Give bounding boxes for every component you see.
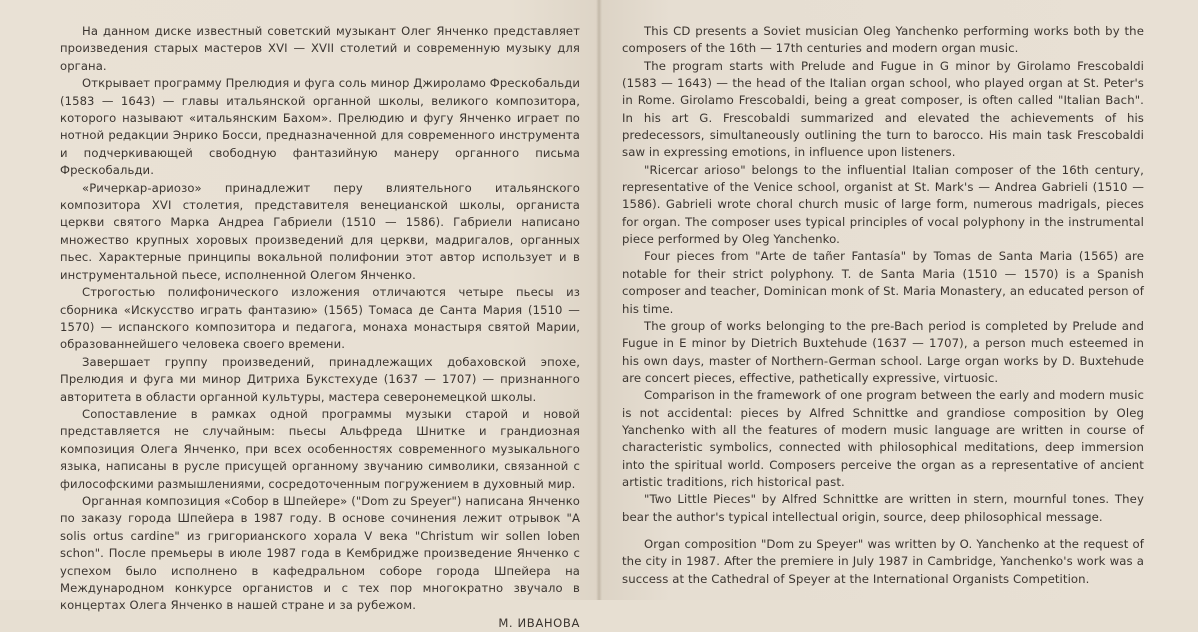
en-paragraph-intro: This CD presents a Soviet musician Oleg Yanchenko performing works both by the composers of the 16th — 17th centuries and modern organ music. — [622, 24, 1144, 56]
ru-paragraph-santa-maria: Строгостью полифонического изложения отличаются четыре пьесы из сборника «Искусство играть фантазию» (1565) Томаса де Санта Мария (1510 — 1570) — испанского композитора и педагога, монаха монастыря святой Марии, образованнейшего человека своего времени. — [60, 285, 580, 352]
ru-paragraph-intro: На данном диске известный советский музыкант Олег Янченко представляет произведения старых мастеров XVI — XVII столетий и современную музыку для органа. — [60, 24, 580, 73]
en-paragraph-gabrieli: "Ricercar arioso" belongs to the influential Italian composer of the 16th century, representative of the Venice school, organist at St. Mark's — Andrea Gabrieli (1510 — 1586). Gabrieli wrote choral church music of large form, numerous madrigals, pieces for organ. The composer uses typical principles of vocal polyphony in the instrumental piece performed by Oleg Yanchenko. — [622, 162, 1144, 247]
ru-paragraph-frescobaldi: Открывает программу Прелюдия и фуга соль минор Джироламо Фрескобальди (1583 — 1643) — главы итальянской органной школы, великого композитора, которого называют «итальянским Бахом». Прелюдию и фугу Янченко играет по нотной редакции Энрико Босси, предназначенной для современного инструмента и подчеркивающей свободную фантазийную манеру органного письма Фрескобальди. — [60, 76, 580, 178]
ru-paragraph-dom-zu-speyer: Органная композиция «Собор в Шпейере» ("Dom zu Speyer") написана Янченко по заказу города Шпейера в 1987 году. В основе сочинения лежит отрывок "A solis ortus cardine" из григорианского хорала V века "Christum wir sollen loben schon". После премьеры в июле 1987 года в Кембридже произведение Янченко с успехом было исполнено в кафедральном соборе города Шпейера на Международном конкурсе органистов и с тех пор многократно звучало в концертах Олега Янченко в нашей стране и за рубежом. — [60, 493, 580, 613]
en-paragraph-frescobaldi: The program starts with Prelude and Fugue in G minor by Girolamo Frescobaldi (1583 — 1643) — the head of the Italian organ school, who played organ at St. Peter's in Rome. Girolamo Frescobaldi, being a great composer, is often called "Italian Bach". In his art G. Frescobaldi summarized and elevated the achievements of his predecessors, simultaneously outlining the turn to barocco. His main task Frescobaldi saw in expressing emotions, in influence upon listeners. — [622, 58, 1144, 160]
en-paragraph-schnittke: "Two Little Pieces" by Alfred Schnittke are written in stern, mournful tones. They bear the author's typical intellectual origin, source, deep philosophical message. — [622, 492, 1144, 524]
author-signature: М. ИВАНОВА — [498, 615, 580, 630]
ru-paragraph-gabrieli: «Ричеркар-ариозо» принадлежит перу влиятельного итальянского композитора XVI столетия, представителя венецианской школы, органиста церкви святого Марка Андреа Габриели (1510 — 1586). Габриели написано множество крупных хоровых произведений для церкви, мадригалов, органных пьес. Характерные принципы вокальной полифонии этот автор использует и в инструментальной пьесе, исполненной Олегом Янченко. — [60, 180, 580, 282]
english-text-column — [622, 23, 1144, 588]
ru-paragraph-comparison: Сопоставление в рамках одной программы музыки старой и новой представляется не случайным: пьесы Альфреда Шнитке и грандиозная композиция Олега Янченко, при всех особенностях современного музыкального языка, написаны в русле присущей органному звучанию символики, связанной с философскими размышлениями, сосредоточенным погружением в духовный мир. — [60, 406, 580, 491]
left-page-russian — [0, 0, 599, 630]
russian-text-column — [60, 23, 580, 632]
en-paragraph-dom-zu-speyer: Organ composition "Dom zu Speyer" was written by O. Yanchenko at the request of the city in 1987. After the premiere in July 1987 in Cambridge, Yanchenko's work was a success at the Cathedral of Speyer at the International Organists Competition. — [622, 536, 1144, 586]
en-paragraph-comparison: Comparison in the framework of one program between the early and modern music is not accidental: pieces by Alfred Schnittke and grandiose composition by Oleg Yanchenko with all the features of modern music language are written in course of characteristic symbolics, connected with philosophical meditations, deep immersion into the spiritual world. Composers perceive the organ as a representative of ancient artistic traditions, rich historical past. — [622, 388, 1144, 489]
booklet-fold — [596, 0, 602, 600]
ru-paragraph-buxtehude: Завершает группу произведений, принадлежащих добаховской эпохе, Прелюдия и фуга ми минор Дитриха Букстехуде (1637 — 1707) — признанного авторитета в области органной культуры, мастера северонемецкой школы. — [60, 354, 580, 404]
en-paragraph-santa-maria: Four pieces from "Arte de tañer Fantasía" by Tomas de Santa Maria (1565) are notable for their strict polyphony. T. de Santa Maria (1510 — 1570) is a Spanish composer and teacher, Dominican monk of St. Maria Monastery, an educated person of his time. — [622, 249, 1144, 316]
en-paragraph-buxtehude: The group of works belonging to the pre-Bach period is completed by Prelude and Fugue in E minor by Dietrich Buxtehude (1637 — 1707), a person much esteemed in his own days, master of Northern-German school. Large organ works by D. Buxtehude are concert pieces, effective, pathetically expressive, virtuosic. — [622, 318, 1144, 385]
